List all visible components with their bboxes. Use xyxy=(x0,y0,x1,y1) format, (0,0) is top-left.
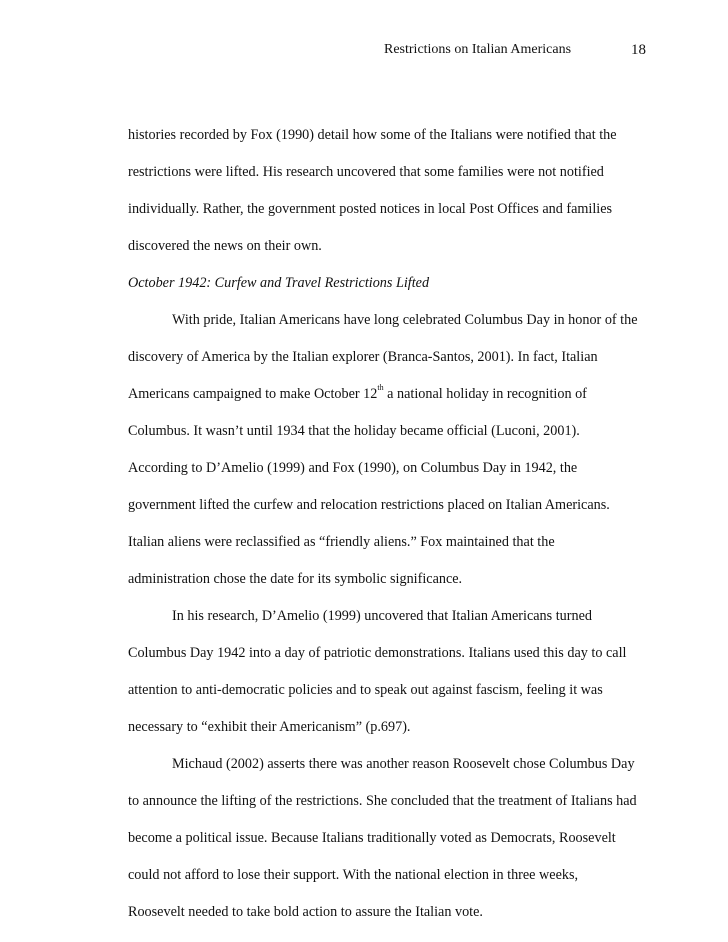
body-line: Columbus. It wasn’t until 1934 that the holiday became official (Luconi, 2001). xyxy=(128,423,580,439)
body-line: According to D’Amelio (1999) and Fox (1990), on Columbus Day in 1942, the xyxy=(128,460,578,476)
ordinal-superscript: th xyxy=(377,383,384,393)
body-line: individually. Rather, the government posted notices in local Post Offices and families xyxy=(128,201,613,217)
body-line: Columbus Day 1942 into a day of patriotic demonstrations. Italians used this day to call xyxy=(128,645,627,661)
body-line: restrictions were lifted. His research uncovered that some families were not notified xyxy=(128,164,604,180)
body-text-fragment: a national holiday in recognition of xyxy=(383,386,587,402)
body-line: In his research, D’Amelio (1999) uncovered that Italian Americans turned xyxy=(172,608,592,624)
body-line: With pride, Italian Americans have long celebrated Columbus Day in honor of the xyxy=(172,312,638,328)
page-number: 18 xyxy=(631,42,646,58)
body-line: Michaud (2002) asserts there was another reason Roosevelt chose Columbus Day xyxy=(172,756,635,772)
body-line: discovered the news on their own. xyxy=(128,238,322,254)
body-text-fragment: Americans campaigned to make October 12 xyxy=(128,386,378,402)
body-line: discovery of America by the Italian explorer (Branca-Santos, 2001). In fact, Italian xyxy=(128,349,598,365)
body-line-with-superscript xyxy=(128,385,648,422)
body-line: to announce the lifting of the restrictions. She concluded that the treatment of Italians had xyxy=(128,793,637,809)
body-text xyxy=(128,126,648,940)
running-head: Restrictions on Italian Americans xyxy=(384,42,572,57)
body-line: Roosevelt needed to take bold action to assure the Italian vote. xyxy=(128,904,483,920)
section-heading: October 1942: Curfew and Travel Restrictions Lifted xyxy=(128,275,430,291)
body-line: could not afford to lose their support. With the national election in three weeks, xyxy=(128,867,579,883)
body-line: histories recorded by Fox (1990) detail how some of the Italians were notified that the xyxy=(128,127,617,143)
body-line: administration chose the date for its symbolic significance. xyxy=(128,571,463,587)
body-line: attention to anti-democratic policies and to speak out against fascism, feeling it was xyxy=(128,682,603,698)
body-line: government lifted the curfew and relocation restrictions placed on Italian Americans. xyxy=(128,497,610,513)
body-line: Italian aliens were reclassified as “friendly aliens.” Fox maintained that the xyxy=(128,534,555,550)
body-line: become a political issue. Because Italians traditionally voted as Democrats, Roosevelt xyxy=(128,830,616,846)
body-line: necessary to “exhibit their Americanism” (p.697). xyxy=(128,719,411,735)
